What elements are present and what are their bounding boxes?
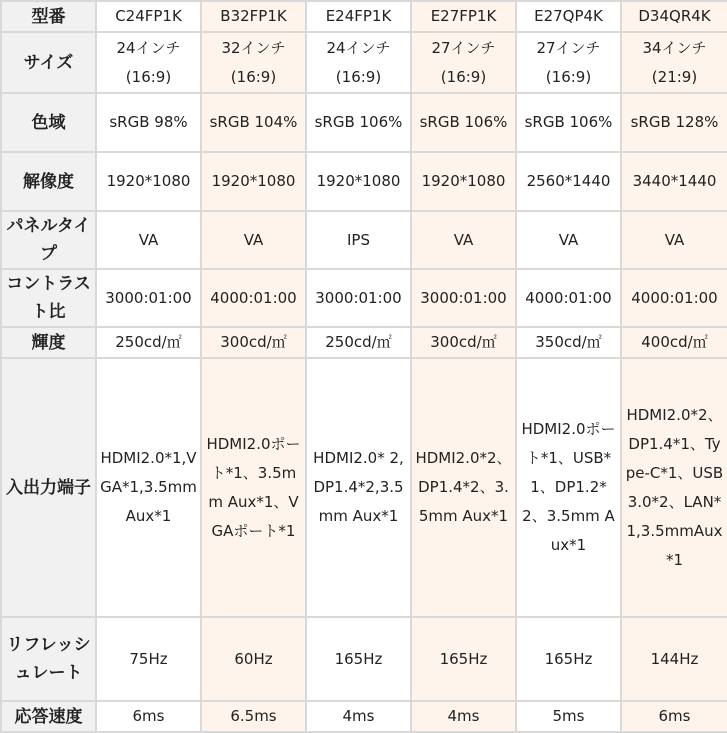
row-header-io-ports: 入出力端子 — [1, 358, 96, 617]
size-cell — [621, 32, 727, 93]
size-cell — [516, 32, 621, 93]
refresh-cell: 165Hz — [411, 617, 516, 701]
gamut-cell: sRGB 128% — [621, 93, 727, 152]
size-cell — [96, 32, 201, 93]
table-row-color-gamut — [1, 93, 727, 152]
row-header-model: 型番 — [1, 1, 96, 32]
size-value: 24インチ (16:9) — [116, 38, 181, 86]
contrast-cell: 4000:01:00 — [516, 269, 621, 327]
table-row-contrast — [1, 269, 727, 327]
gamut-cell: sRGB 104% — [201, 93, 306, 152]
table-row-response-time — [1, 701, 727, 732]
refresh-cell: 165Hz — [306, 617, 411, 701]
resolution-cell: 1920*1080 — [96, 152, 201, 211]
model-cell: D34QR4K — [621, 1, 727, 32]
resolution-cell: 1920*1080 — [411, 152, 516, 211]
ports-cell: HDMI2.0ポート*1、3.5mm Aux*1、VGAポート*1 — [201, 358, 306, 617]
size-value: 24インチ (16:9) — [326, 38, 391, 86]
table-row-refresh-rate — [1, 617, 727, 701]
contrast-cell: 4000:01:00 — [201, 269, 306, 327]
ports-cell: HDMI2.0ポート*1、USB*1、DP1.2*2、3.5mm Aux*1 — [516, 358, 621, 617]
model-cell: E27FP1K — [411, 1, 516, 32]
gamut-cell: sRGB 106% — [411, 93, 516, 152]
response-cell: 6ms — [621, 701, 727, 732]
row-header-brightness: 輝度 — [1, 327, 96, 358]
panel-cell: VA — [621, 211, 727, 269]
refresh-cell: 144Hz — [621, 617, 727, 701]
table-row-brightness — [1, 327, 727, 358]
panel-cell: VA — [411, 211, 516, 269]
contrast-cell: 3000:01:00 — [96, 269, 201, 327]
row-header-contrast: コントラスト比 — [1, 269, 96, 327]
contrast-cell: 4000:01:00 — [621, 269, 727, 327]
ports-cell: HDMI2.0* 2,DP1.4*2,3.5mm Aux*1 — [306, 358, 411, 617]
panel-cell: VA — [201, 211, 306, 269]
table-row-resolution — [1, 152, 727, 211]
brightness-cell: 250cd/㎡ — [306, 327, 411, 358]
response-cell: 4ms — [306, 701, 411, 732]
brightness-cell: 300cd/㎡ — [411, 327, 516, 358]
panel-cell: VA — [516, 211, 621, 269]
ports-cell: HDMI2.0*2、DP1.4*1、Type-C*1、USB3.0*2、LAN*1,3.5mmAux*1 — [621, 358, 727, 617]
size-value: 27インチ (16:9) — [431, 38, 496, 86]
refresh-cell: 60Hz — [201, 617, 306, 701]
size-cell — [306, 32, 411, 93]
size-value: 32インチ (16:9) — [221, 38, 286, 86]
size-cell — [411, 32, 516, 93]
resolution-cell: 2560*1440 — [516, 152, 621, 211]
response-cell: 6ms — [96, 701, 201, 732]
resolution-cell: 1920*1080 — [306, 152, 411, 211]
row-header-refresh-rate: リフレッシュレート — [1, 617, 96, 701]
contrast-cell: 3000:01:00 — [411, 269, 516, 327]
row-header-panel-type: パネルタイプ — [1, 211, 96, 269]
panel-cell: IPS — [306, 211, 411, 269]
contrast-cell: 3000:01:00 — [306, 269, 411, 327]
row-header-size: サイズ — [1, 32, 96, 93]
ports-cell: HDMI2.0*2、DP1.4*2、3.5mm Aux*1 — [411, 358, 516, 617]
brightness-cell: 250cd/㎡ — [96, 327, 201, 358]
resolution-cell: 1920*1080 — [201, 152, 306, 211]
refresh-cell: 165Hz — [516, 617, 621, 701]
panel-cell: VA — [96, 211, 201, 269]
size-value: 27インチ (16:9) — [536, 38, 601, 86]
model-cell: B32FP1K — [201, 1, 306, 32]
gamut-cell: sRGB 106% — [516, 93, 621, 152]
brightness-cell: 300cd/㎡ — [201, 327, 306, 358]
row-header-resolution: 解像度 — [1, 152, 96, 211]
response-cell: 5ms — [516, 701, 621, 732]
model-cell: E27QP4K — [516, 1, 621, 32]
gamut-cell: sRGB 98% — [96, 93, 201, 152]
size-value: 34インチ (21:9) — [642, 38, 707, 86]
gamut-cell: sRGB 106% — [306, 93, 411, 152]
brightness-cell: 400cd/㎡ — [621, 327, 727, 358]
size-cell — [201, 32, 306, 93]
row-header-color-gamut: 色域 — [1, 93, 96, 152]
table-row-panel-type — [1, 211, 727, 269]
table-row-io-ports — [1, 358, 727, 617]
brightness-cell: 350cd/㎡ — [516, 327, 621, 358]
model-cell: E24FP1K — [306, 1, 411, 32]
table-row-size — [1, 32, 727, 93]
refresh-cell: 75Hz — [96, 617, 201, 701]
model-cell: C24FP1K — [96, 1, 201, 32]
row-header-response-time: 応答速度 — [1, 701, 96, 732]
resolution-cell: 3440*1440 — [621, 152, 727, 211]
ports-cell: HDMI2.0*1,VGA*1,3.5mm Aux*1 — [96, 358, 201, 617]
table-row-model — [1, 1, 727, 32]
response-cell: 4ms — [411, 701, 516, 732]
response-cell: 6.5ms — [201, 701, 306, 732]
